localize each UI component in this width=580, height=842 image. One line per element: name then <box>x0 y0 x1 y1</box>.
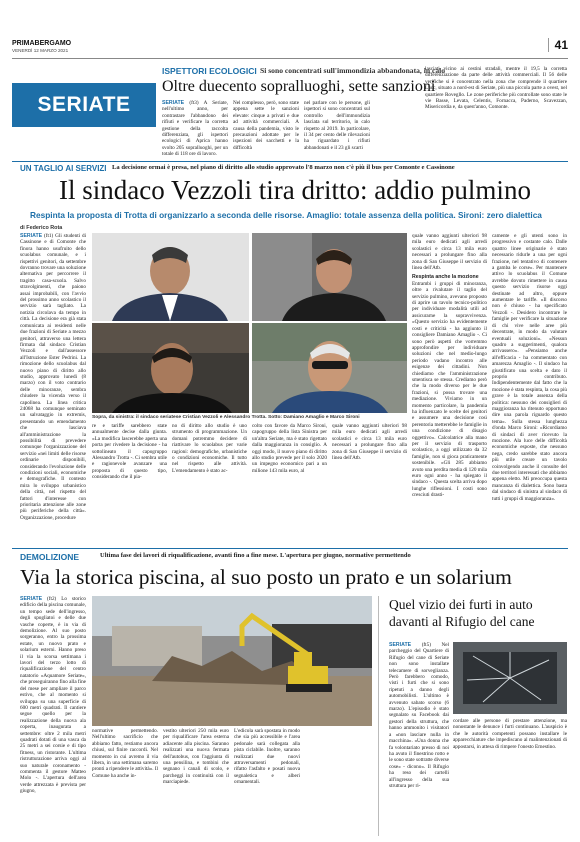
story2-kicker: UN TAGLIO AI SERVIZI <box>20 164 107 173</box>
photo-trotta <box>252 233 407 321</box>
story1-kicker: ISPETTORI ECOLOGICI <box>162 66 257 76</box>
story2-col5-subhead: Respinta anche la mozione <box>412 274 479 281</box>
story2-subhead: Respinta la proposta di Trotta di organizzarlo a seconda delle risorse. Amaglio: totale assenza della politica. Sironi: zero dialettica <box>30 210 542 220</box>
story4-text-1: (ft5) Nel parcheggio del Quartiere di Rifugio del cane di Seriate non sono installate telecamere di sorveglianza. Però farebbero comodo, visti i furti che si sono ripetuti a danno degli automobilisti. L'ultimo è avvenuto sabato scorso (6 marzo). L'episodio è stato segnalato su Facebook dai gestori della struttura, che hanno ammonito i visitatori a «non lasciare nulla in macchina». «Una donna che fa volontariato presso di noi ha avuto il finestrino rotto e le sono state sottratte diverse cose» - dicono». Il Rifugio ha reso dei cartelli all'ingresso della sua struttura per ri- <box>389 642 449 789</box>
story4-box <box>378 596 568 836</box>
story3-col2: normative permettendo. Nell'ultimo sacrificio che abbiamo fatto, restiamo ancora chiusi, sul finire raccordi. Nel momento in cui avremo il via libera, in una settimana saremo pronti a ripendere le attività». Il Comune ha anche in- <box>92 728 158 779</box>
photo-demolition <box>92 596 372 726</box>
story2-col1 <box>20 233 86 543</box>
story2-byline: di Federico Rota <box>20 225 63 231</box>
story2-headline: Il sindaco Vezzoli tira dritto: addio pulmino <box>59 175 531 205</box>
story3-top-rule <box>12 548 568 549</box>
story2-col5-top: quale vanno aggiunti ulteriori 98 mila euro dedicati agli arredi scolastici e circa 13 mila euro necessari a prolungare fino alla zona di San Giuseppe il servizio di linea dell'Atb. <box>332 423 407 462</box>
story1-col3: nel parlare con le persone, gli ispettori si sono concentrati sul controllo dell'immondizia lasciata sul territorio, in calo rispetto al 2019. In particolare, il 34 per cento delle rilevazioni ha riguardato i rifiuti abbandonati e il 23 gli scarti <box>304 100 370 151</box>
story3-col1 <box>20 596 86 836</box>
demolition-photo-icon <box>92 596 372 726</box>
story3-kicker: DEMOLIZIONE <box>20 552 80 562</box>
story2-text-1: (ft1) Gli studenti di Cassinone e di Comonte che finora hanno usufruito dello scuolabus comunale, e i rispettivi genitori, da settembre dovranno trovare una soluzione alternativa per percorrere il tragitto casa-scuola. Salvo stravolgimenti, che paiono assai improbabili, con l'avvio del prossimo anno scolastico il servizio sarà tagliato. La notizia circolava da tempo in città. La decisione era già stata comunicata ai residenti nelle due frazioni di Seriate a mezzo genitori, attraverso una lettera firmata dal sindaco Cristian Vezzoli e dall'assessore all'Istruzione Ester Pedrini. La rimozione dello scuolabus dal nuovo piano di diritto allo studio, approvato lunedì (8 marzo) con il voto contrario delle minoranze, sembra chiudere la vicenda verso il capolinea. La linea critica 24068 ha comunque seminato un salvataggio in extremis, presentando un emendamento che lasciava all'amministrazione la possibilità di prevedere comunque l'organizzazione del servizio «nei limiti delle risorse ordinarie disponibili, considerando l'evoluzione delle condizioni sociali, economiche e demografiche. Il contesto mira lo sviluppo urbanistico della città, nel rispetto del fattori d'interesse con prioritaria attenzione alle zone più periferiche della città». Organizzazione, procedure <box>20 233 87 521</box>
story2-col4: colto con favore da Marco Sironi, capogruppo della lista Sinistra per un'altra Seriate, ma è stato rigettato dalla maggioranza in consiglio. A oggi modo, il nuovo piano di diritto allo studio prevede per il solo 2020 un impegno economico pari a un milione 143 mila euro, al <box>252 423 327 474</box>
story2-top-rule <box>12 161 568 162</box>
story2-dateline: SERIATE <box>20 233 43 239</box>
page-number: 41 <box>548 38 568 52</box>
person-photo-icon <box>252 233 407 321</box>
photo-car-theft <box>453 642 567 714</box>
broken-car-window-icon <box>453 642 567 714</box>
story2-col2: re e tariffe sarebbero state annualmente decise dalla giunta. «La modifica lascerebbe aperta una porta per rivedere la decisione - ha sottolineato il capogruppo Alessandro Trotta -. Ci sembra utile e ragionevole avanzare una proposta di questo tipo, considerando che il pia- <box>92 423 167 481</box>
story4-dateline: SERIATE <box>389 642 412 648</box>
story1-col2: Nel complesso, però, sono state appena sette le sanzioni elevate: cinque a privati e due ad attività commerciali. A causa della pandemia, visto le precauzioni adottate per le ispezioni dei sacchetti e la difficoltà <box>233 100 299 151</box>
story2-col5-lead: quale vanno aggiunti ulteriori 98 mila euro dedicati agli arredi scolastici e circa 13 mila euro necessari a prolungare fino alla zona di San Giuseppe il servizio di linea dell'Atb. <box>412 233 487 272</box>
story2-col5-body: Entrambi i gruppi di minoranza, oltre a rivalutare il taglio del servizio pulmino, avevano proposto di aprire un tavolo tecnico-politico per individuare modalità utili ad assicurarne la sopravvivenza. «Questo servizio ha evidentemente costi e criticità - ha aggiunto il consigliere Damiano Amaglio -. Ci sono però aspetti che vorremmo approfondire per individuare soluzioni che nel medio-lungo periodo vadano incontro alle esigenze dei cittadini. Non chiediamo che l'amministrazione smentisca se stessa. Crediamo però che la modo diverso per le due frazioni, si possa trovare una mediazione. Viviamo in un momento particolare, la pandemia ha influenzato le scelte dei genitori e assumere una decisione così perentoria metterebbe le famiglie in una condizione di disagio oggettivo». Calcolatrice alla mano per il servizio di trasporto scolastico, a oggi utilizzato da 32 famiglie, non si gioca praticamente sostenibile. «Gli 285 abbiamo avuto una perdita media di 120 mila euro ogni anno - ha spiegato il sindaco -. Questa scelta arriva dopo lunghe riflessioni. I costi sono cresciuti drasti- <box>412 280 487 499</box>
paper-name: PRIMABERGAMO <box>12 40 72 47</box>
person-photo-icon <box>92 233 249 321</box>
person-photo-icon <box>252 323 407 413</box>
section-label: SERIATE <box>12 83 156 127</box>
story3-dateline: SERIATE <box>20 596 43 602</box>
story3-text-1: (ft2) Lo storico edificio della piscina comunale, un tempo sede dell'ingresso, degli spogliatoi e delle due vasche coperte, è in via di demolizione. Al suo posto sorgeranno, entro la prossima estate, un nuovo prato e solarium esterni. Hanno preso il via la scorsa settimana i lavori del terzo lotto di riqualificazione del centro natatorio «Aquamore Seriate», che proseguiranno fino alla fine del mese per ampliare il parco estivo, che al momento si sviluppa su una superficie di 600 metri quadrati. Il cantiere segue quello per la realizzazione della nuova ala coperta, inaugurata a settembre: oltre 2 mila metri quadrati dotati di una vasca da 25 metri a sei corsie e di tipo fitness, un ristorante. L'ultima ristrutturazione arriva oggi al suo naturale coronamento - commenta il gestore Matteo Molo -. L'apertura dell'area verde attrezzata è prevista per giugno, <box>20 596 86 795</box>
story2-col3: no di diritto allo studio è uno strumento di programmazione. Un domani potremmo decidere di riattivare lo scuolabus per varie ragioni: demografiche, urbanistiche o condizioni economiche. Il tutto nel rispetto alle attività. L'emendamento è stato ac- <box>172 423 247 474</box>
photo-vezzoli <box>92 233 249 321</box>
story1-text-1: (ft3) A Seriate, nell'ultimo anno, per contrastare l'abbandono dei rifiuti e verificare la corretta gestione della raccolta differenziata, gli ispettori ecologici di Aprica hanno svolto 205 sopralluoghi, per un totale di 118 ore di lavoro. <box>162 100 228 158</box>
masthead-rule <box>12 58 568 59</box>
story3-deck: Ultima fase dei lavori di riqualificazione, avanti fino a fine mese. L'apertura per giugno, normative permettendo <box>100 552 411 559</box>
story4-col2: cordare alle persone di prestare attenzione, ma nonostante le denunce i furti continuano. L'auspicio è che le autorità competenti possano installare le apparecchiature che impediscano al malintenzionati di appostarsi, in attesa di rimpere l'onesto Ernestino. <box>453 718 567 750</box>
story4-col1 <box>389 642 449 832</box>
issue-date: VENERDÌ 12 MARZO 2021 <box>12 48 69 53</box>
story1-dateline: SERIATE <box>162 100 185 106</box>
story2-col5 <box>412 233 487 543</box>
story2-col6: camente e gli utenti sono in progressivo e costante calo. Dalle quattro linee originarie è stato necessario ridurle a una per ogni frazione, nel tentativo di contenere a gamba le corse». Per mantenere attivo lo scuolabus il Comune avrebbe dovuto rimettere in causa questo servizio risorse oggi destinate ad altro, oppure aumentare le tariffe. «Il discorso non è chiuso - ha specificato Vezzoli -. Desidero incontrare le famiglie per verificare la situazione di chi vive nelle aree più decentrate, in modo da valutare eventuali soluzioni». «Nessun quadro a suggerimenti, qualora arrivassero». «Pensiamo anche all'efficacia - ha commentato con amarezza Amaglio -. Il sindaco ha giustificato una scelta e dato il proprio contributo. Indipendentemente dal fatto che la mozione è stata respinta, la cosa più grave è la totale assenza della politica: nessuno dei consiglieri di maggioranza ha ritenuto opportuno dire una parola riguardo questo tema». Sulla stessa lunghezza d'onda Marco Sironi: «Ricordiamo di sindaci di aver ricevuto la mozione. Ala luce delle difficoltà economiche esposte, che nessuno nega, credo sarebbe stato ancora più utile creare un tavolo coinvolgendo anche il consulte del due territori interessati che abbiamo appena eletto. Mi preoccupa questa mancanza di dialettica. Sono basta dal sindaco di sinistra al sindaco di tutti i gruppi di maggioranza». <box>492 233 567 502</box>
story1-col4: lasciati vicino ai cestini stradali, mentre il 19,5 la corretta differenziazione da parte delle attività commerciali. Il 56 delle verifiche si è concentrato nella zona che comprende il quartiere Lucc, situato a nord-est di Seriate, più una piccola parte a ovest, nel quartiere Rovegllo. Le zone periferiche più controllate sono state le vie Basse, Levata, Celentis, Fornacca, Paderno, Scavezzan, Misericordia e, da quest'anno, Comonte. <box>425 66 567 111</box>
photo-caption: Sopra, da sinistra: il sindaco seriatese Cristian Vezzoli e Alessandro Trotta. Sotto: Damiano Amaglio e Marco Sironi <box>92 415 360 420</box>
story1-headline: Oltre duecento sopralluoghi, sette sanzioni <box>162 78 436 95</box>
story1-col1 <box>162 100 228 158</box>
person-photo-icon <box>92 323 249 413</box>
story1-deck: Si sono concentrati sull'immondizia abbandonata, in calo <box>260 66 446 75</box>
story4-headline: Quel vizio dei furti in auto davanti al Rifugio del cane <box>389 597 535 629</box>
story2-deck: La decisione ormai è presa, nel piano di diritto allo studio approvato l'8 marzo non c'è più il bus per Comonte e Cassinone <box>112 164 455 171</box>
story3-col3: vestito ulteriori 250 mila euro per riqualificare l'area esterna adiacente alla piscina. Saranno realizzati una nuova fermata dell'autobus, con l'aggiunta di una pensilina, e tombini che segnano i canali di scolo, e parcheggi in continuità con il marciapiede. <box>163 728 229 786</box>
story3-col4: L'edicola sarà spostata in modo che sia più accessibile e l'area pedonale sarà collegata alla pista ciclabile. Inoltre, saranno realizzati due nuovi attraversamenti pedonali, rifatto l'asfalto e posati nuova segnaletica e alberi ornamentali. <box>234 728 300 786</box>
story3-headline: Via la storica piscina, al suo posto un prato e un solarium <box>20 565 512 589</box>
masthead <box>12 40 568 56</box>
photo-sironi <box>252 323 407 413</box>
photo-amaglio <box>92 323 249 413</box>
